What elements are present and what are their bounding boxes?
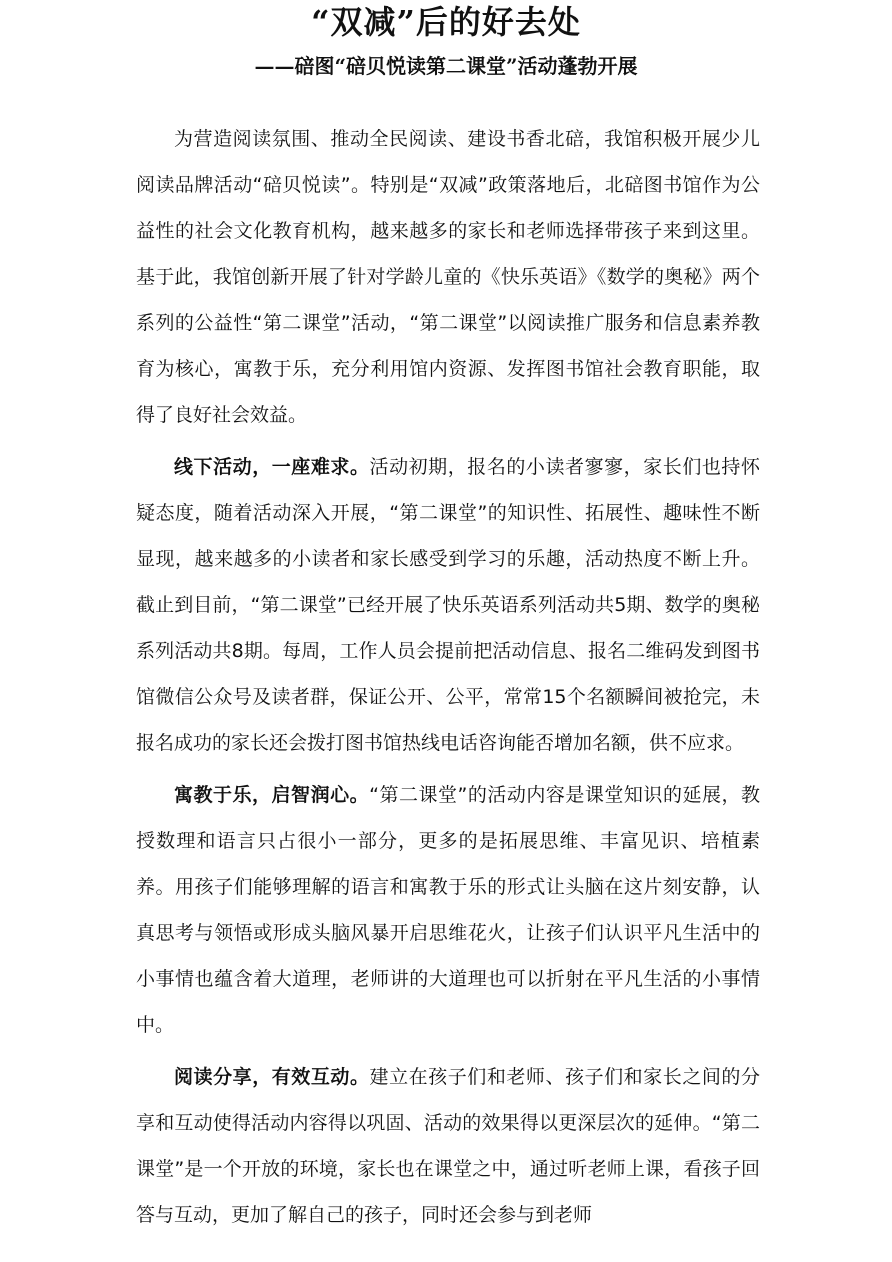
paragraph-text: “第二课堂”的活动内容是课堂知识的延展，教授数理和语言只占很小一部分，更多的是拓展思维、丰富见识、培植素养。用孩子们能够理解的语言和寓教于乐的形式让头脑在这片刻安静，认真思考与领悟或形成头脑风暴开启思维花火，让孩子们认识平凡生活中的小事情也蕴含着大道理，老师讲的大道理也可以折射在平凡生活的小事情中。 [136,784,760,1036]
article-title: “双减”后的好去处 [311,3,581,41]
paragraph-lead: 线下活动，一座难求。 [174,456,370,478]
paragraph-reading-sharing [136,1054,760,1238]
paragraph-text: 活动初期，报名的小读者寥寥，家长们也持怀疑态度，随着活动深入开展，“第二课堂”的知识性、拓展性、趣味性不断显现，越来越多的小读者和家长感受到学习的乐趣，活动热度不断上升。截止到目前，“第二课堂”已经开展了快乐英语系列活动共5期、数学的奥秘系列活动共8期。每周，工作人员会提前把活动信息、报名二维码发到图书馆微信公众号及读者群，保证公开、公平，常常15个名额瞬间被抢完，未报名成功的家长还会拨打图书馆热线电话咨询能否增加名额，供不应求。 [136,456,760,754]
paragraph-intro [136,116,760,438]
paragraph-lead: 寓教于乐，启智润心。 [174,784,370,806]
article-body [136,116,760,1244]
paragraph-text: 为营造阅读氛围、推动全民阅读、建设书香北碚，我馆积极开展少儿阅读品牌活动“碚贝悦读”。特别是“双减”政策落地后，北碚图书馆作为公益性的社会文化教育机构，越来越多的家长和老师选择带孩子来到这里。基于此，我馆创新开展了针对学龄儿童的《快乐英语》《数学的奥秘》两个系列的公益性“第二课堂”活动，“第二课堂”以阅读推广服务和信息素养教育为核心，寓教于乐，充分利用馆内资源、发挥图书馆社会教育职能，取得了良好社会效益。 [136,128,760,426]
article-subtitle: ——碚图“碚贝悦读第二课堂”活动蓬勃开展 [254,54,638,78]
paragraph-text: 建立在孩子们和老师、孩子们和家长之间的分享和互动使得活动内容得以巩固、活动的效果得以更深层次的延伸。“第二课堂”是一个开放的环境，家长也在课堂之中，通过听老师上课，看孩子回答与互动，更加了解自己的孩子，同时还会参与到老师 [136,1066,760,1226]
paragraph-edutainment [136,772,760,1048]
paragraph-lead: 阅读分享，有效互动。 [174,1066,370,1088]
paragraph-offline-activity [136,444,760,766]
